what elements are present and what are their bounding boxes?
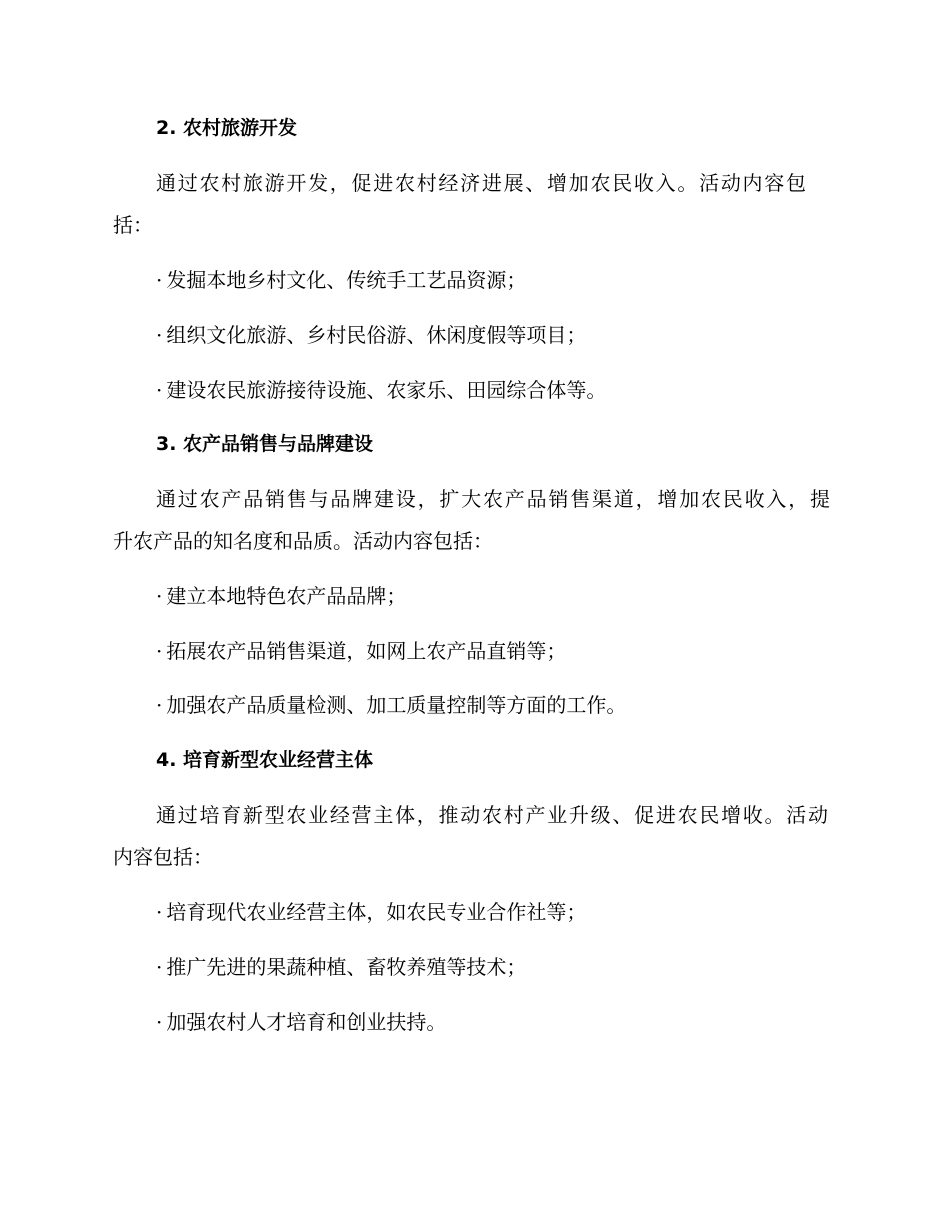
list-item: · 加强农村人才培育和创业扶持。 <box>156 1010 447 1034</box>
bullet-icon: · <box>156 693 163 717</box>
bullet-icon: · <box>156 268 163 292</box>
list-item: · 拓展农产品销售渠道，如网上农产品直销等； <box>156 639 567 663</box>
section-heading: 3. 农产品销售与品牌建设 <box>156 433 374 455</box>
paragraph-line: 通过农产品销售与品牌建设，扩大农产品销售渠道，增加农民收入，提 <box>156 487 830 511</box>
list-item: · 建设农民旅游接待设施、农家乐、田园综合体等。 <box>156 378 607 402</box>
bullet-icon: · <box>156 378 163 402</box>
paragraph-line: 通过培育新型农业经营主体，推动农村产业升级、促进农民增收。活动 <box>156 803 828 827</box>
list-item: · 建立本地特色农产品品牌； <box>156 584 407 608</box>
bullet-icon: · <box>156 955 163 979</box>
bullet-icon: · <box>156 584 163 608</box>
list-item: · 加强农产品质量检测、加工质量控制等方面的工作。 <box>156 693 627 717</box>
list-item: · 培育现代农业经营主体，如农民专业合作社等； <box>156 900 587 924</box>
bullet-icon: · <box>156 639 163 663</box>
paragraph-line: 升农产品的知名度和品质。活动内容包括： <box>113 529 493 553</box>
paragraph-line: 括： <box>113 213 153 237</box>
section-heading: 2. 农村旅游开发 <box>156 117 298 139</box>
bullet-icon: · <box>156 1010 163 1034</box>
section-heading: 4. 培育新型农业经营主体 <box>156 749 374 771</box>
list-item: · 推广先进的果蔬种植、畜牧养殖等技术； <box>156 955 527 979</box>
bullet-icon: · <box>156 323 163 347</box>
list-item: · 组织文化旅游、乡村民俗游、休闲度假等项目； <box>156 323 587 347</box>
paragraph-line: 通过农村旅游开发，促进农村经济进展、增加农民收入。活动内容包 <box>156 171 806 195</box>
list-item: · 发掘本地乡村文化、传统手工艺品资源； <box>156 268 527 292</box>
paragraph-line: 内容包括： <box>113 845 213 869</box>
bullet-icon: · <box>156 900 163 924</box>
